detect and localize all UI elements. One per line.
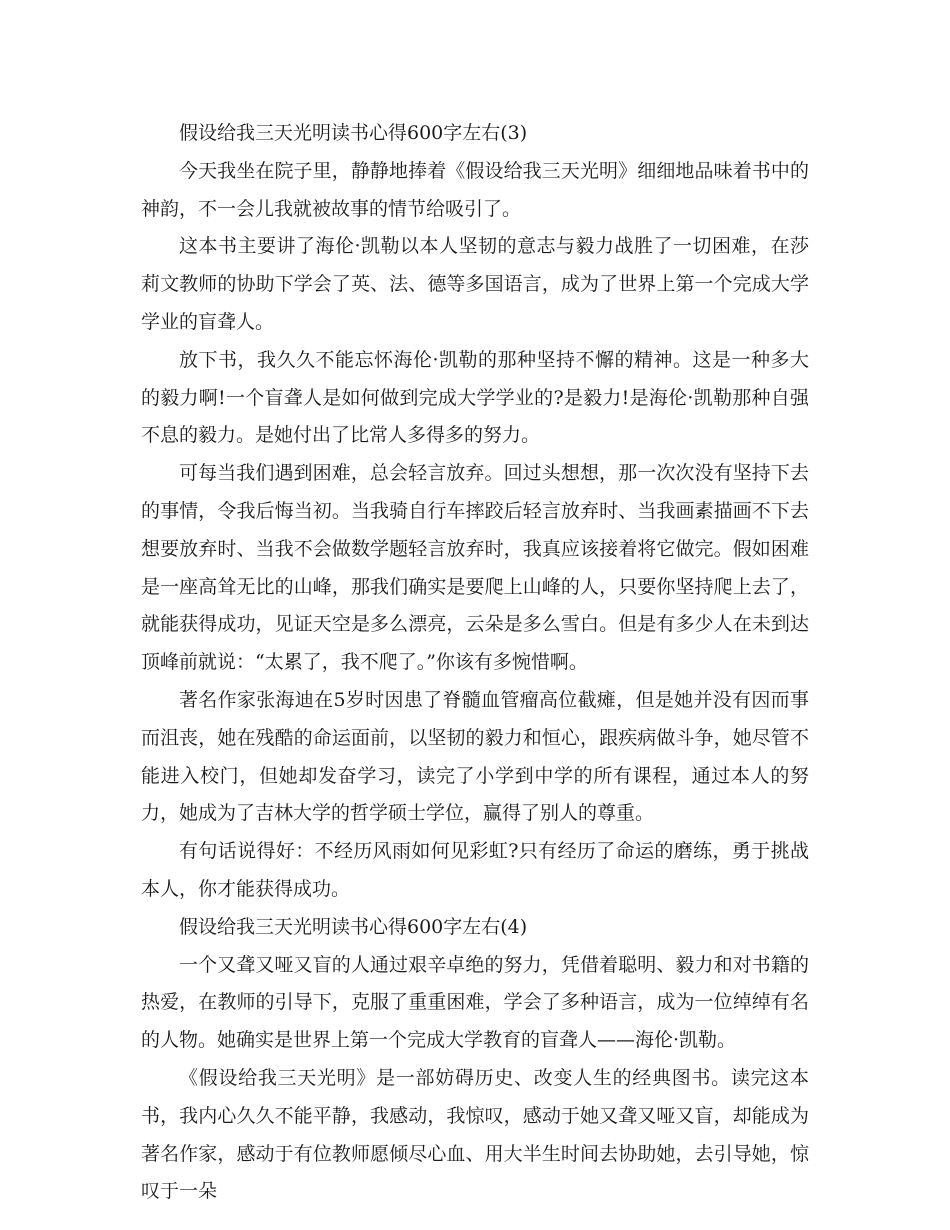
paragraph: 一个又聋又哑又盲的人通过艰辛卓绝的努力，凭借着聪明、毅力和对书籍的热爱，在教师的引导下，克服了重重困难，学会了多种语言，成为一位绰绰有名的人物。她确实是世界上第一个完成大学教育的盲聋人——海伦·凯勒。	[141, 953, 809, 1052]
paragraph: 今天我坐在院子里，静静地捧着《假设给我三天光明》细细地品味着书中的神韵，不一会儿我就被故事的情节给吸引了。	[141, 159, 809, 220]
paragraph: 可每当我们遇到困难，总会轻言放弃。回过头想想，那一次次没有坚持下去的事情，令我后悔当初。当我骑自行车摔跤后轻言放弃时、当我画素描画不下去想要放弃时、当我不会做数学题轻言放弃时，我真应该接着将它做完。假如困难是一座高耸无比的山峰，那我们确实是要爬上山峰的人，只要你坚持爬上去了，就能获得成功，见证天空是多么漂亮，云朵是多么雪白。但是有多少人在未到达顶峰前就说：“太累了，我不爬了。”你该有多惋惜啊。	[141, 462, 809, 674]
section-heading-4: 假设给我三天光明读书心得600字左右(4)	[179, 915, 528, 938]
paragraph: 这本书主要讲了海伦·凯勒以本人坚韧的意志与毅力战胜了一切困难，在莎莉文教师的协助下学会了英、法、德等多国语言，成为了世界上第一个完成大学学业的盲聋人。	[141, 235, 809, 333]
paragraph: 有句话说得好：不经历风雨如何见彩虹?只有经历了命运的磨练，勇于挑战本人，你才能获得成功。	[141, 840, 809, 900]
paragraph: 《假设给我三天光明》是一部妨碍历史、改变人生的经典图书。读完这本书，我内心久久不能平静，我感动，我惊叹，感动于她又聋又哑又盲，却能成为著名作家，感动于有位教师愿倾尽心血、用大半生时间去协助她，去引导她，惊叹于一朵	[141, 1066, 809, 1203]
paragraph: 著名作家张海迪在5岁时因患了脊髓血管瘤高位截瘫，但是她并没有因而事而沮丧，她在残酷的命运面前，以坚韧的毅力和恒心，跟疾病做斗争，她尽管不能进入校门，但她却发奋学习，读完了小学到中学的所有课程，通过本人的努力，她成为了吉林大学的哲学硕士学位，赢得了别人的尊重。	[141, 688, 809, 825]
section-heading-3: 假设给我三天光明读书心得600字左右(3)	[179, 122, 528, 144]
paragraph: 放下书，我久久不能忘怀海伦·凯勒的那种坚持不懈的精神。这是一种多大的毅力啊!一个盲聋人是如何做到完成大学学业的?是毅力!是海伦·凯勒那种自强不息的毅力。是她付出了比常人多得多的努力。	[141, 348, 809, 447]
document-body	[141, 115, 809, 1211]
